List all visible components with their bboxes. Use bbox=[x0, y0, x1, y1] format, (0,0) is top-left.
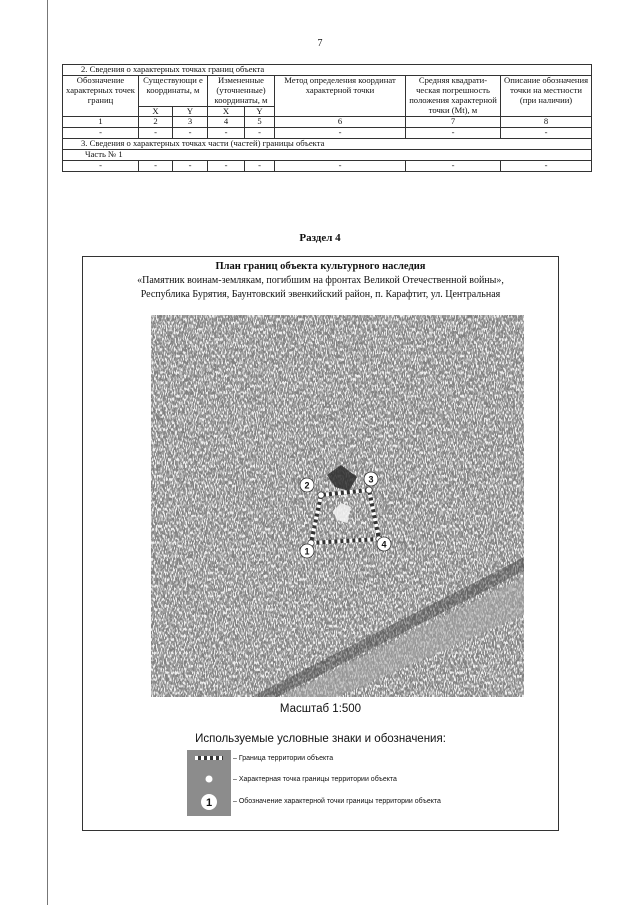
plan-subtitle-2: Республика Бурятия, Баунтовский эвенкийский район, п. Карафтит, ул. Центральная bbox=[140, 289, 501, 300]
header-changed: Измененные (уточненные) координаты, м bbox=[208, 75, 275, 106]
plan-frame bbox=[82, 256, 559, 831]
header-x-existing: X bbox=[139, 106, 173, 117]
column-number: 7 bbox=[406, 117, 501, 128]
point-label-1: 1 bbox=[304, 546, 310, 557]
header-existing: Существующи е координаты, м bbox=[139, 75, 208, 106]
legend-symbols-box bbox=[187, 750, 231, 816]
table-cell: - bbox=[208, 160, 245, 171]
column-numbers-row bbox=[63, 117, 592, 128]
legend-point-symbol bbox=[206, 776, 213, 783]
header-accuracy: Средняя квадрати-ческая погрешность положения характерной точки (Mt), м bbox=[406, 75, 501, 117]
section2-title: 2. Сведения о характерных точках границ объекта bbox=[63, 65, 592, 76]
plan-title: План границ объекта культурного наследия bbox=[215, 261, 426, 272]
binding-line bbox=[47, 0, 48, 905]
map-highlights bbox=[151, 315, 524, 697]
section-title: Раздел 4 bbox=[299, 232, 341, 244]
legend-item-numbered-point: – Обозначение характерной точки границы территории объекта bbox=[233, 798, 441, 805]
header-method: Метод определения координат характерной точки bbox=[275, 75, 406, 117]
legend-item-point: – Характерная точка границы территории объекта bbox=[233, 776, 397, 783]
column-number: 4 bbox=[208, 117, 245, 128]
legend-title: Используемые условные знаки и обозначения: bbox=[195, 733, 446, 745]
table-cell: - bbox=[139, 160, 173, 171]
point-label-2: 2 bbox=[304, 480, 310, 491]
column-number: 5 bbox=[245, 117, 275, 128]
column-number: 6 bbox=[275, 117, 406, 128]
plan-subtitle-1: «Памятник воинам-землякам, погибшим на фронтах Великой Отечественной войны», bbox=[137, 275, 504, 286]
table-cell: - bbox=[63, 128, 139, 139]
header-y-existing: Y bbox=[173, 106, 208, 117]
table-cell: - bbox=[245, 160, 275, 171]
table-cell: - bbox=[139, 128, 173, 139]
page-number: 7 bbox=[317, 38, 323, 49]
header-y-changed: Y bbox=[245, 106, 275, 117]
table-cell: - bbox=[245, 128, 275, 139]
point-label-3: 3 bbox=[368, 474, 374, 485]
table-cell: - bbox=[501, 128, 592, 139]
table-cell: - bbox=[275, 160, 406, 171]
header-x-changed: X bbox=[208, 106, 245, 117]
legend-numbered-point-label: 1 bbox=[205, 797, 213, 809]
column-number: 2 bbox=[139, 117, 173, 128]
legend-symbols bbox=[187, 750, 231, 816]
table-cell: - bbox=[501, 160, 592, 171]
part-label: Часть № 1 bbox=[63, 150, 592, 161]
header-description: Описание обозначения точки на местности (при наличии) bbox=[501, 75, 592, 117]
part-row bbox=[63, 160, 592, 171]
map-scale: Масштаб 1:500 bbox=[279, 703, 362, 715]
table-cell: - bbox=[63, 160, 139, 171]
column-number: 1 bbox=[63, 117, 139, 128]
legend-item-boundary: – Граница территории объекта bbox=[233, 755, 334, 762]
dash-row bbox=[63, 128, 592, 139]
aerial-map bbox=[151, 315, 524, 697]
table-cell: - bbox=[275, 128, 406, 139]
header-designation: Обозначение характерных точек границ bbox=[63, 75, 139, 117]
table-cell: - bbox=[406, 160, 501, 171]
table-cell: - bbox=[173, 160, 208, 171]
column-number: 3 bbox=[173, 117, 208, 128]
point-label-4: 4 bbox=[381, 539, 387, 550]
table-cell: - bbox=[208, 128, 245, 139]
column-number: 8 bbox=[501, 117, 592, 128]
table-cell: - bbox=[173, 128, 208, 139]
coordinates-table bbox=[62, 64, 592, 172]
table-cell: - bbox=[406, 128, 501, 139]
section3-title: 3. Сведения о характерных точках части (частей) границы объекта bbox=[63, 139, 592, 150]
